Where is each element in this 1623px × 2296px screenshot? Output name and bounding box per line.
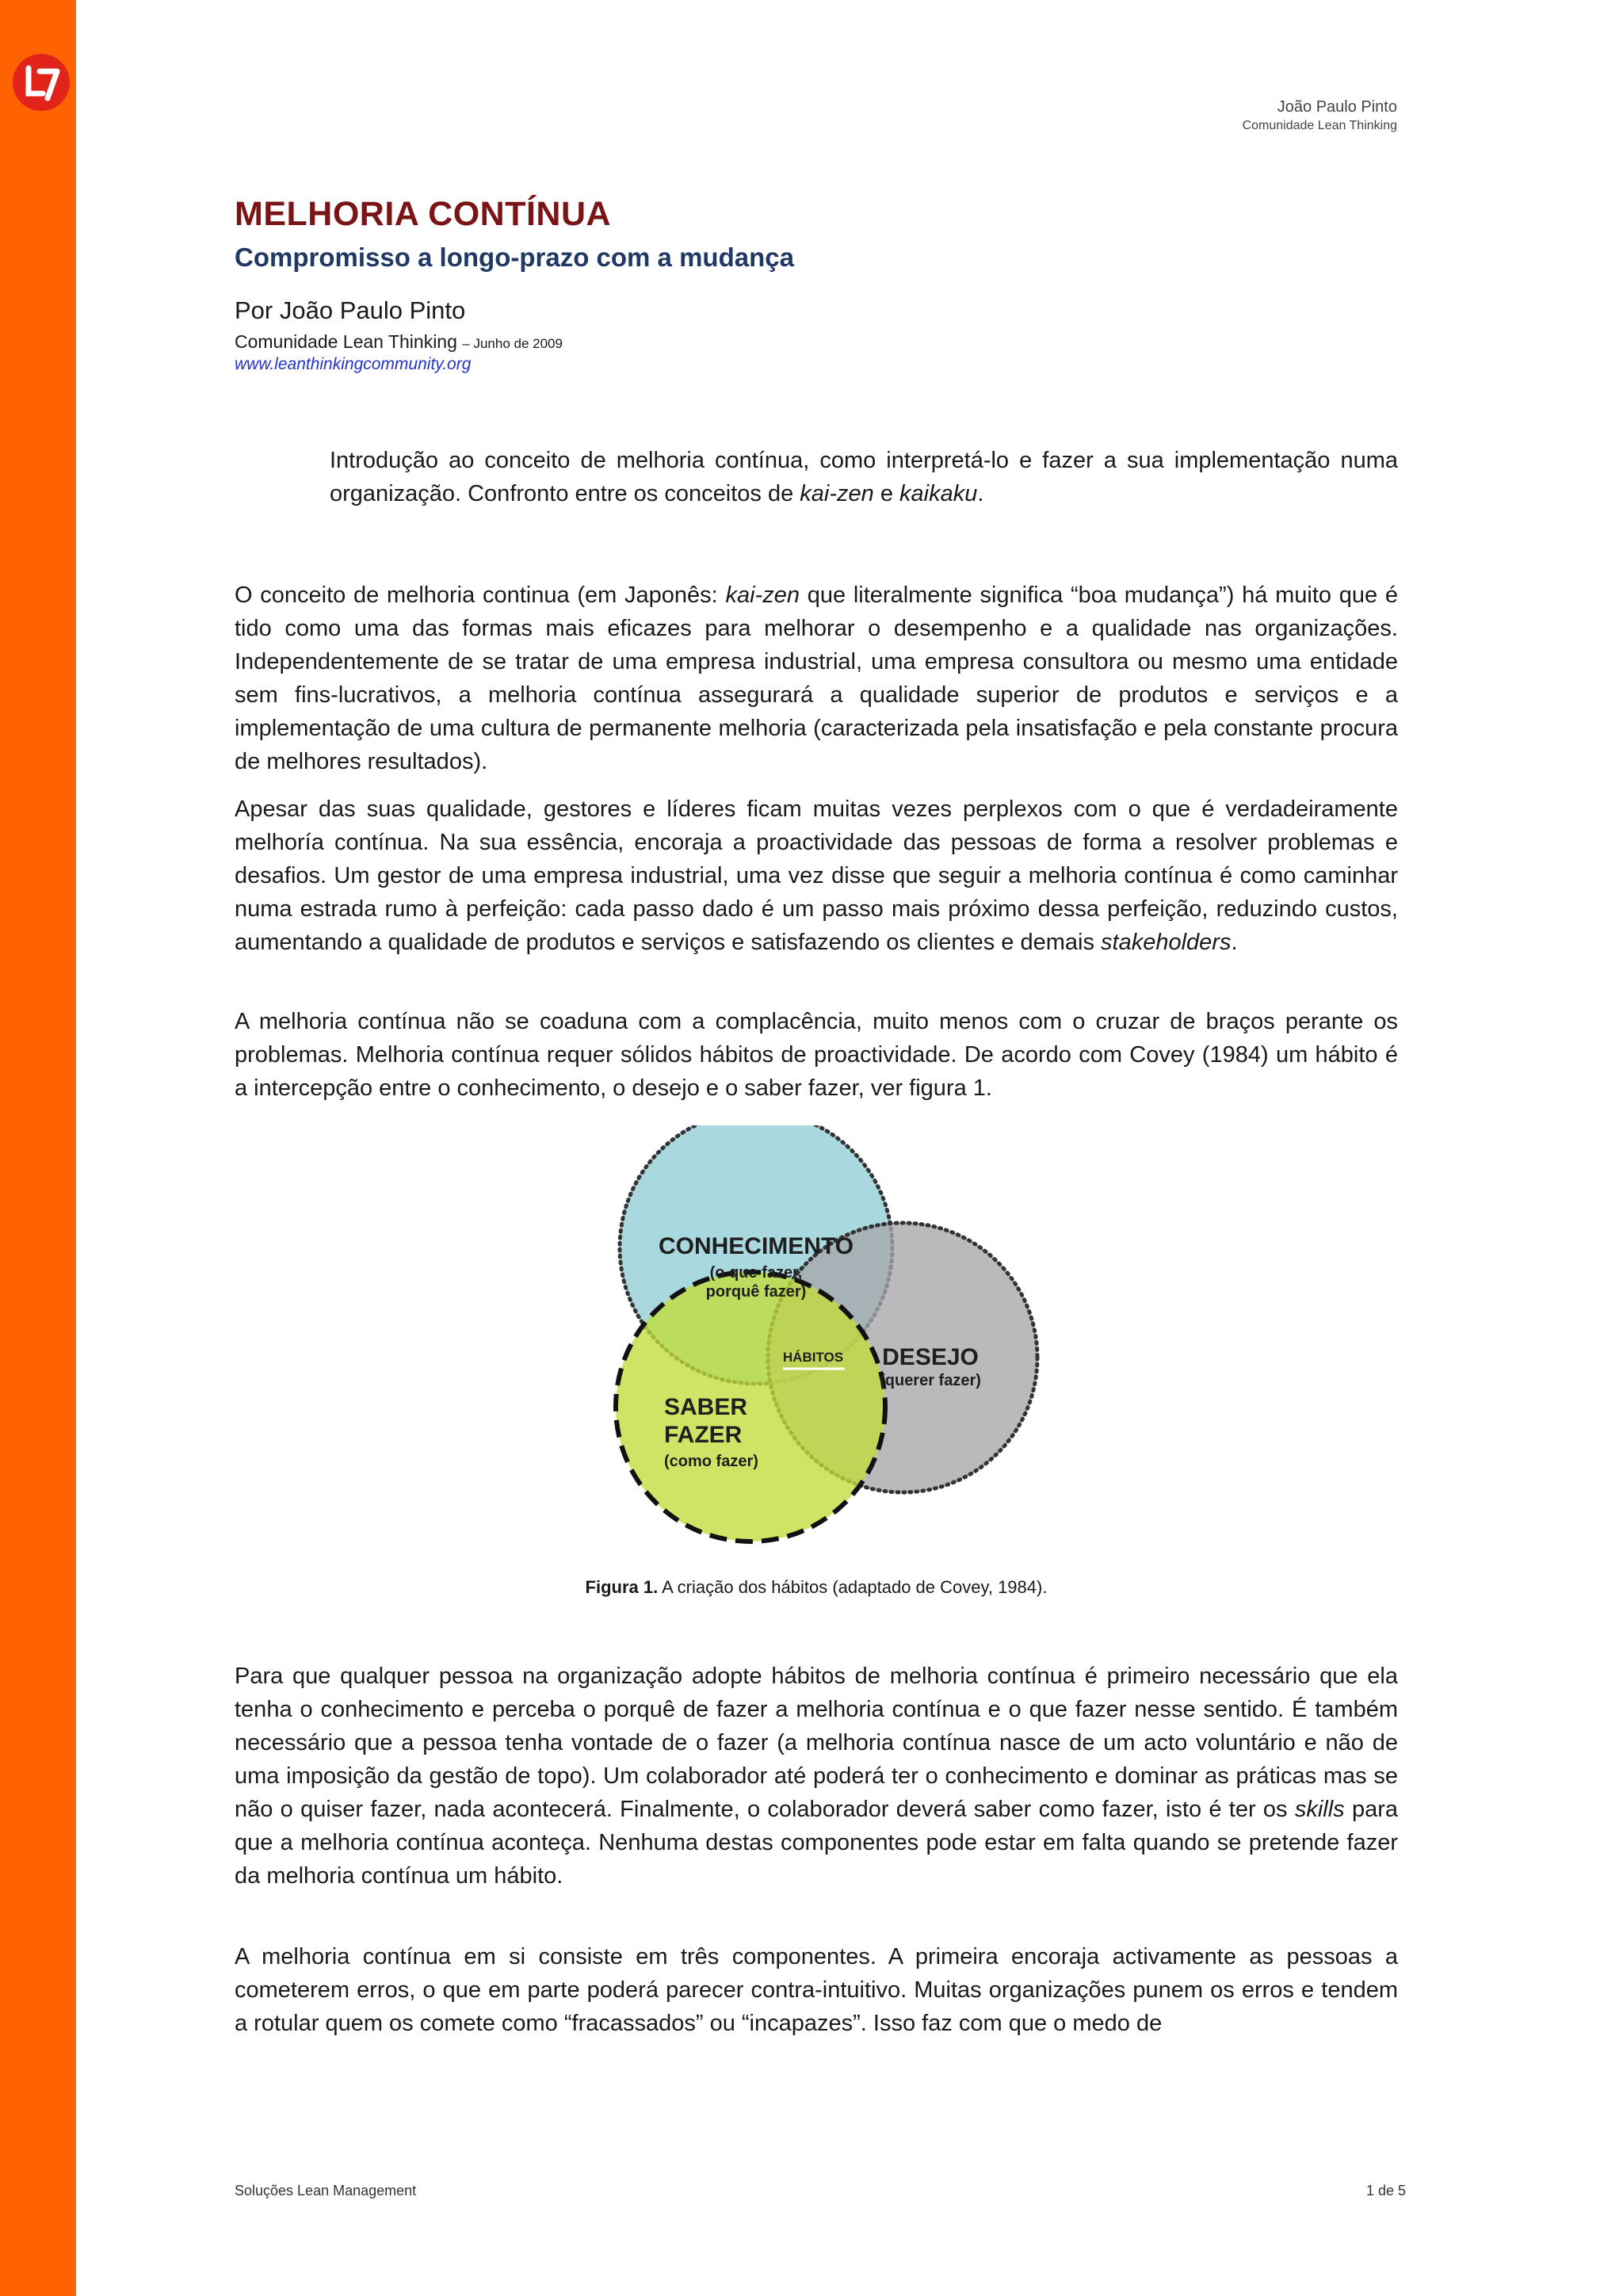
- paragraph-4: [235, 1660, 1398, 1893]
- conhecimento-sub2: porquê fazer): [705, 1283, 807, 1301]
- header-author-name: João Paulo Pinto: [1277, 98, 1397, 116]
- paragraph-1: [235, 579, 1398, 778]
- paragraph-1-term: kai-zen: [725, 583, 800, 608]
- header-organization: Comunidade Lean Thinking: [1242, 119, 1397, 132]
- abstract-end: .: [977, 481, 984, 506]
- figure-caption-label: Figura 1.: [585, 1577, 659, 1597]
- saber-fazer-sub: (como fazer): [664, 1453, 758, 1470]
- footer-left: Soluções Lean Management: [235, 2183, 417, 2199]
- paragraph-4-text: Para que qualquer pessoa na organização adopte hábitos de melhoria contínua é primeiro necessário que ela tenha o conhecimento e perceba o porquê de fazer a melhoria contínua e o que fazer nesse sentido. É também necessário que a pessoa tenha vontade de o fazer (a melhoria contínua nasce de um acto voluntário e não de uma imposição da gestão de topo). Um colaborador até poderá ter o conhecimento e dominar as práticas mas se não o quiser fazer, nada acontecerá. Finalmente, o colaborador deverá saber como fazer, isto é ter os: [235, 1664, 1398, 1822]
- running-header: [1243, 97, 1397, 135]
- abstract-joiner: e: [873, 481, 900, 506]
- paragraph-5: A melhoria contínua em si consiste em três componentes. A primeira encoraja activamente as pessoas a cometerem erros, o que em parte poderá parecer contra-intuitivo. Muitas organizações punem os erros e tendem a rotular quem os comete como “fracassados” ou “incapazes”. Isso faz com que o medo de: [235, 1944, 1398, 2036]
- paragraph-2-term: stakeholders: [1101, 930, 1232, 955]
- abstract: [330, 444, 1398, 510]
- abstract-term-kaikaku: kaikaku: [899, 481, 978, 506]
- paragraph-1-text: O conceito de melhoria continua (em Japonês:: [235, 583, 726, 608]
- lean-thinking-logo-icon: [11, 52, 71, 113]
- paragraph-3: A melhoria contínua não se coaduna com a complacência, muito menos com o cruzar de braços perante os problemas. Melhoria contínua requer sólidos hábitos de proactividade. De acordo com Covey (1984) um hábito é a intercepção entre o conhecimento, o desejo e o saber fazer, ver figura 1.: [235, 1009, 1398, 1101]
- abstract-term-kaizen: kai-zen: [800, 481, 874, 506]
- paragraph-1-text-cont: que literalmente significa “boa mudança”) há muito que é tido como uma das formas mais eficazes para melhorar o desempenho e a qualidade nas organizações. Independentemente de se tratar de uma empresa industrial, uma empresa consultora ou mesmo uma entidade sem fins-lucrativos, a melhoria contínua assegurará a qualidade superior de produtos e serviços e a implementação de uma cultura de permanente melhoria (caracterizada pela insatisfação e pela constante procura de melhores resultados).: [235, 583, 1398, 774]
- conhecimento-sub1: (o que fazer,: [709, 1264, 803, 1282]
- saber-fazer-circle: [616, 1272, 885, 1541]
- article-byline: Por João Paulo Pinto: [235, 296, 466, 324]
- article-organization: Comunidade Lean Thinking: [235, 331, 457, 352]
- paragraph-2: [235, 793, 1398, 959]
- desejo-label: DESEJO: [882, 1344, 979, 1370]
- habits-venn-diagram: [586, 1125, 1062, 1569]
- figure-caption: [235, 1577, 1398, 1598]
- habitos-label: HÁBITOS: [782, 1350, 844, 1365]
- article-title: MELHORIA CONTÍNUA: [235, 195, 612, 233]
- paragraph-2-end: .: [1231, 930, 1238, 955]
- page-number: 1 de 5: [1365, 2183, 1406, 2199]
- conhecimento-label: CONHECIMENTO: [658, 1233, 854, 1259]
- article-organization-line: [235, 331, 1398, 353]
- article-website-link[interactable]: www.leanthinkingcommunity.org: [235, 355, 472, 373]
- paragraph-4-term: skills: [1294, 1797, 1345, 1822]
- saber-label: SABER: [664, 1394, 748, 1420]
- article-date: – Junho de 2009: [462, 336, 563, 351]
- paragraph-2-text: Apesar das suas qualidade, gestores e líderes ficam muitas vezes perplexos com o que é verdadeiramente melhoría contínua. Na sua essência, encoraja a proactividade das pessoas de forma a resolver problemas e desafios. Um gestor de uma empresa industrial, uma vez disse que seguir a melhoria contínua é como caminhar numa estrada rumo à perfeição: cada passo dado é um passo mais próximo dessa perfeição, reduzindo custos, aumentando a qualidade de produtos e serviços e satisfazendo os clientes e demais: [235, 797, 1398, 955]
- paragraph-4-text-cont: para que a melhoria contínua aconteça. Nenhuma destas componentes pode estar em falta quando se pretende fazer da melhoria contínua um hábito.: [235, 1797, 1398, 1889]
- article-subtitle: Compromisso a longo-prazo com a mudança: [235, 243, 794, 272]
- abstract-text: Introdução ao conceito de melhoria contínua, como interpretá-lo e fazer a sua implementação numa organização. Confronto entre os conceitos de: [330, 448, 1398, 506]
- fazer-label: FAZER: [664, 1422, 743, 1448]
- figure-caption-text: A criação dos hábitos (adaptado de Covey, 1984).: [658, 1577, 1048, 1597]
- sidebar-stripe: [0, 0, 76, 2296]
- desejo-sub: (querer fazer): [880, 1372, 981, 1389]
